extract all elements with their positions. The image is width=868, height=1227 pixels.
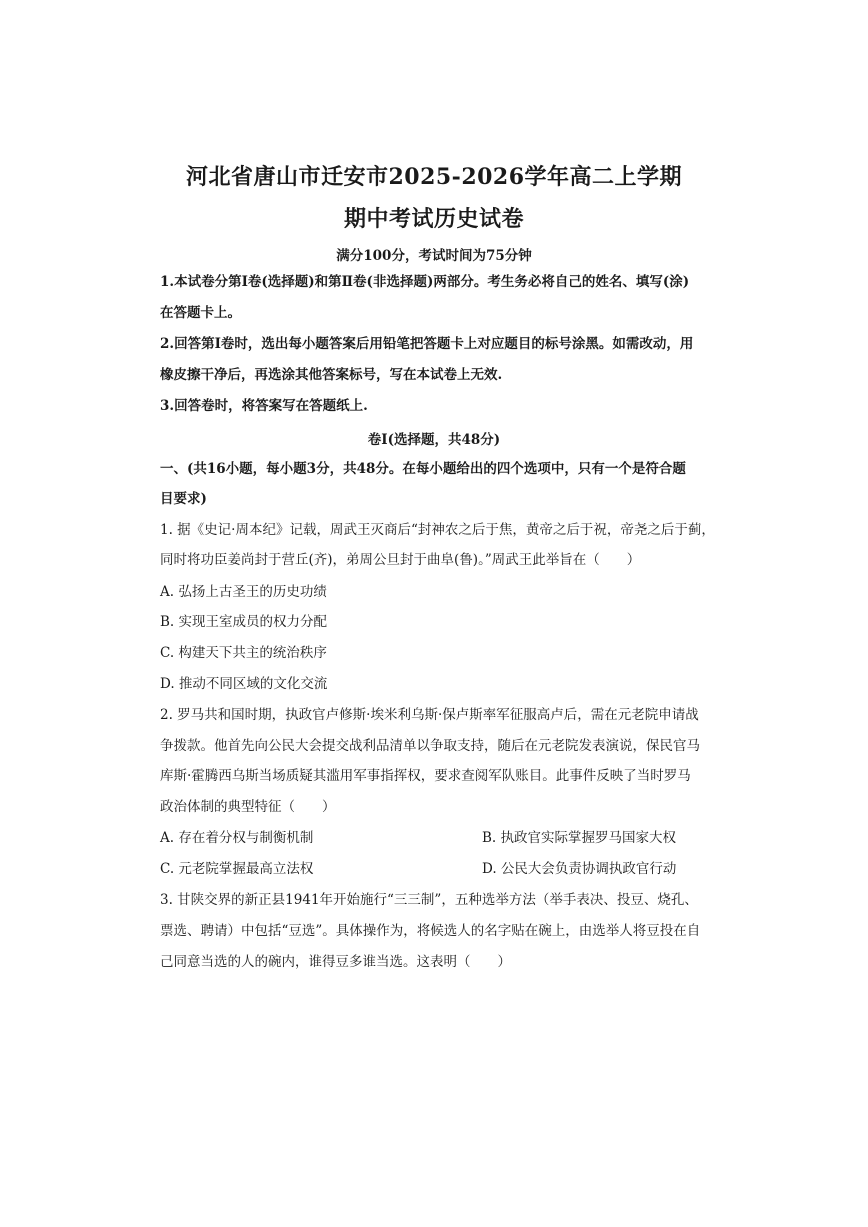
section-intro: 一、(共16小题，每小题3分，共48分。在每小题给出的四个选项中，只有一个是符合题 — [160, 461, 686, 477]
question-2-stem: 政治体制的典型特征（ ） — [160, 799, 336, 815]
question-3-stem: 3. 甘陕交界的新正县1941年开始施行“三三制”，五种选举方法（举手表决、投豆、烧孔、 — [160, 892, 698, 908]
question-1-stem: 1. 据《史记·周本纪》记载，周武王灭商后“封神农之后于焦，黄帝之后于祝，帝尧之后于蓟， — [160, 522, 715, 538]
question-2-option-a: A. 存在着分权与制衡机制 — [160, 830, 314, 846]
instruction-line: 在答题卡上。 — [160, 305, 241, 321]
instruction-line: 橡皮擦干净后，再选涂其他答案标号，写在本试卷上无效. — [160, 367, 503, 383]
question-2-option-d: D. 公民大会负责协调执政官行动 — [482, 861, 677, 877]
question-3-stem: 票选、聘请）中包括“豆选”。具体操作为，将候选人的名字贴在碗上，由选举人将豆投在自 — [160, 923, 701, 939]
question-3-stem: 己同意当选的人的碗内，谁得豆多谁当选。这表明（ ） — [160, 954, 511, 970]
question-1-option-b: B. 实现王室成员的权力分配 — [160, 614, 328, 630]
question-2-stem: 争拨款。他首先向公民大会提交战利品清单以争取支持，随后在元老院发表演说，保民官马 — [160, 738, 700, 754]
question-2-stem: 库斯·霍腾西乌斯当场质疑其滥用军事指挥权，要求查阅军队账目。此事件反映了当时罗马 — [160, 768, 691, 784]
question-2-option-c: C. 元老院掌握最高立法权 — [160, 861, 314, 877]
exam-title: 河北省唐山市迁安市2025-2026学年高二上学期 — [185, 164, 683, 190]
question-1-option-d: D. 推动不同区域的文化交流 — [160, 676, 328, 692]
exam-subtitle: 期中考试历史试卷 — [343, 206, 524, 232]
instruction-line: 3.回答卷时，将答案写在答题纸上. — [160, 398, 368, 414]
question-1-stem: 同时将功臣姜尚封于营丘(齐)，弟周公旦封于曲阜(鲁)。”周武王此举旨在（ ） — [160, 552, 641, 568]
question-2-option-b: B. 执政官实际掌握罗马国家大权 — [482, 830, 677, 846]
question-2-stem: 2. 罗马共和国时期，执政官卢修斯·埃米利乌斯·保卢斯率军征服高卢后，需在元老院申请战 — [160, 707, 699, 723]
instruction-line: 1.本试卷分第Ⅰ卷(选择题)和第Ⅱ卷(非选择题)两部分。考生务必将自己的姓名、填写(涂) — [160, 274, 690, 290]
question-1-option-c: C. 构建天下共主的统治秩序 — [160, 645, 327, 661]
score-time-note: 满分100分，考试时间为75分钟 — [336, 248, 532, 264]
section-heading: 卷Ⅰ(选择题，共48分) — [367, 432, 501, 448]
instruction-line: 2.回答第Ⅰ卷时，选出每小题答案后用铅笔把答题卡上对应题目的标号涂黑。如需改动，用 — [160, 336, 694, 352]
section-intro: 目要求) — [160, 491, 207, 507]
question-1-option-a: A. 弘扬上古圣王的历史功绩 — [160, 584, 327, 600]
